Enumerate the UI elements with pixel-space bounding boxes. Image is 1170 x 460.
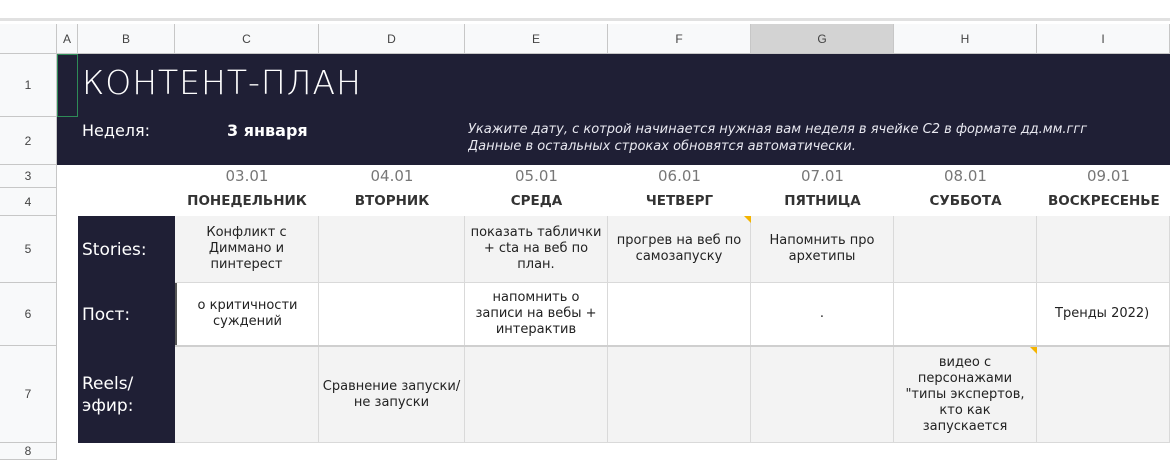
week-value-cell[interactable]: 3 января bbox=[227, 121, 308, 140]
post-cell-saturday[interactable] bbox=[894, 283, 1037, 346]
column-header-c[interactable]: C bbox=[175, 24, 319, 54]
row-header-2[interactable]: 2 bbox=[0, 117, 57, 165]
instruction-note-line-1: Укажите дату, с котрой начинается нужная вам неделя в ячейке С2 в формате дд.мм.ггг bbox=[468, 122, 1088, 137]
stories-cell-saturday[interactable] bbox=[894, 216, 1037, 283]
day-sunday: ВОСКРЕСЕНЬЕ bbox=[1048, 193, 1160, 209]
row-label-post: Пост: bbox=[82, 304, 131, 325]
post-cell-friday[interactable]: . bbox=[751, 283, 894, 346]
reels-cell-saturday[interactable]: видео с персонажами "типы экспертов, кто как запускается bbox=[894, 347, 1037, 443]
post-cell-tuesday[interactable] bbox=[319, 283, 465, 346]
stories-cell-wednesday[interactable]: показать таблички + cta на веб по план. bbox=[465, 216, 608, 283]
instruction-note bbox=[468, 121, 1170, 155]
date-friday: 07.01 bbox=[801, 167, 844, 185]
day-tuesday: ВТОРНИК bbox=[354, 193, 430, 209]
column-header-h[interactable]: H bbox=[894, 24, 1037, 54]
comment-marker-icon[interactable] bbox=[1030, 347, 1037, 354]
row-header-8[interactable]: 8 bbox=[0, 443, 57, 460]
row-header-1[interactable]: 1 bbox=[0, 54, 57, 117]
reels-cell-friday[interactable] bbox=[751, 347, 894, 443]
page-title: КОНТЕНТ-ПЛАН bbox=[82, 63, 362, 102]
stories-cell-monday[interactable]: Конфликт с Диммано и пинтерест bbox=[175, 216, 319, 283]
stories-cell-sunday[interactable] bbox=[1037, 216, 1170, 283]
date-monday: 03.01 bbox=[225, 167, 269, 185]
reels-cell-thursday[interactable] bbox=[608, 347, 751, 443]
column-header-a[interactable]: A bbox=[57, 24, 78, 54]
date-tuesday: 04.01 bbox=[370, 167, 414, 185]
day-thursday: ЧЕТВЕРГ bbox=[645, 193, 714, 209]
comment-marker-icon[interactable] bbox=[744, 216, 751, 223]
date-saturday: 08.01 bbox=[944, 167, 987, 185]
day-monday: ПОНЕДЕЛЬНИК bbox=[187, 193, 307, 209]
selected-cell-a1[interactable] bbox=[57, 54, 78, 117]
stories-cell-thursday[interactable]: прогрев на веб по самозапуску bbox=[608, 216, 751, 283]
toolbar-strip bbox=[0, 0, 1170, 21]
date-sunday: 09.01 bbox=[1087, 167, 1130, 185]
stories-cell-friday[interactable]: Напомнить про архетипы bbox=[751, 216, 894, 283]
reels-cell-wednesday[interactable] bbox=[465, 347, 608, 443]
reels-cell-monday[interactable] bbox=[175, 347, 319, 443]
row-header-5[interactable]: 5 bbox=[0, 216, 57, 283]
select-all-corner[interactable] bbox=[0, 24, 57, 54]
reels-cell-tuesday[interactable]: Сравнение запуски/не запуски bbox=[319, 347, 465, 443]
row-label-reels: Reels/ эфир: bbox=[82, 373, 134, 416]
date-thursday: 06.01 bbox=[658, 167, 701, 185]
column-header-g[interactable]: G bbox=[751, 24, 894, 54]
week-label: Неделя: bbox=[82, 121, 151, 140]
post-cell-sunday[interactable]: Тренды 2022) bbox=[1037, 283, 1170, 346]
post-cell-monday[interactable]: о критичности суждений bbox=[175, 283, 319, 346]
stories-cell-tuesday[interactable] bbox=[319, 216, 465, 283]
row-header-4[interactable]: 4 bbox=[0, 188, 57, 216]
row-header-7[interactable]: 7 bbox=[0, 346, 57, 443]
row-header-6[interactable]: 6 bbox=[0, 283, 57, 346]
day-wednesday: СРЕДА bbox=[510, 193, 563, 209]
column-header-f[interactable]: F bbox=[608, 24, 751, 54]
column-header-e[interactable]: E bbox=[465, 24, 608, 54]
day-friday: ПЯТНИЦА bbox=[784, 193, 861, 209]
post-cell-thursday[interactable] bbox=[608, 283, 751, 346]
column-header-i[interactable]: I bbox=[1037, 24, 1170, 54]
row-label-stories: Stories: bbox=[82, 239, 147, 260]
row-header-3[interactable]: 3 bbox=[0, 165, 57, 188]
instruction-note-line-2: Данные в остальных строках обновятся автоматически. bbox=[468, 139, 856, 154]
reels-cell-sunday[interactable] bbox=[1037, 347, 1170, 443]
post-cell-wednesday[interactable]: напомнить о записи на вебы + интерактив bbox=[465, 283, 608, 346]
column-header-b[interactable]: B bbox=[78, 24, 175, 54]
column-header-d[interactable]: D bbox=[319, 24, 465, 54]
date-wednesday: 05.01 bbox=[515, 167, 558, 185]
day-saturday: СУББОТА bbox=[929, 193, 1002, 209]
